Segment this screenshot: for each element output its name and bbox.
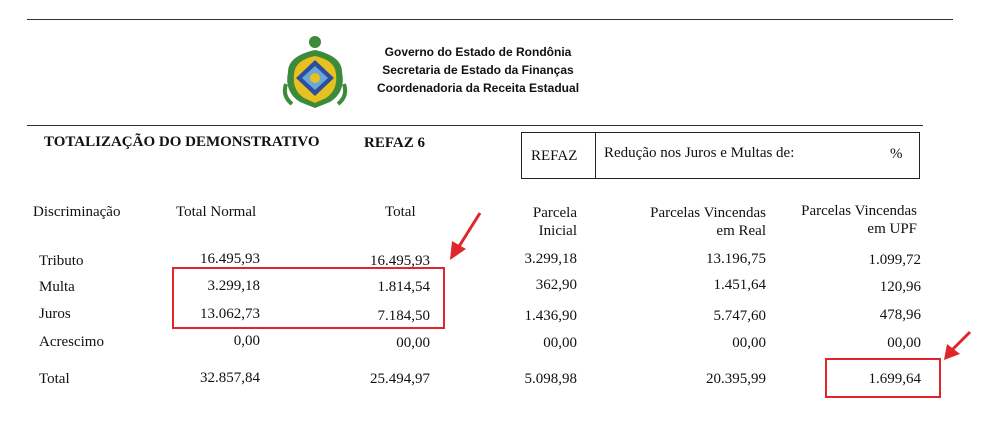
col-header-parcela-inicial-1: Parcela: [532, 205, 577, 221]
row-total-real: 20.395,99: [706, 371, 766, 387]
row-multa-total: 1.814,54: [377, 279, 430, 295]
col-header-vincendas-upf-1: Parcelas Vincendas: [801, 203, 917, 219]
col-header-discriminacao: Discriminação: [33, 204, 121, 220]
row-tributo-real: 13.196,75: [706, 251, 766, 267]
highlight-box-multa-juros: [172, 267, 445, 329]
section-title: TOTALIZAÇÃO DO DEMONSTRATIVO: [44, 134, 320, 150]
row-total-normal: 32.857,84: [200, 370, 260, 386]
row-tributo-upf: 1.099,72: [868, 252, 921, 268]
row-multa-normal: 3.299,18: [207, 278, 260, 294]
row-multa-upf: 120,96: [879, 279, 921, 295]
highlight-box-total-upf: [825, 358, 941, 398]
row-acrescimo-real: 00,00: [732, 335, 766, 351]
row-total-upf: 1.699,64: [868, 371, 921, 387]
row-tributo-normal: 16.495,93: [200, 251, 260, 267]
header-line-3: Coordenadoria da Receita Estadual: [376, 81, 580, 95]
col-header-parcela-inicial-2: Inicial: [538, 223, 577, 239]
row-multa-real: 1.451,64: [713, 277, 766, 293]
row-acrescimo-inicial: 00,00: [543, 335, 577, 351]
row-juros-label: Juros: [39, 306, 71, 322]
col-header-vincendas-real-2: em Real: [716, 223, 766, 239]
row-tributo-total: 16.495,93: [370, 253, 430, 269]
row-acrescimo-upf: 00,00: [887, 335, 921, 351]
row-total-label: Total: [39, 371, 70, 387]
row-total-inicial: 5.098,98: [524, 371, 577, 387]
row-juros-real: 5.747,60: [713, 308, 766, 324]
row-acrescimo-total: 00,00: [396, 335, 430, 351]
col-header-vincendas-real-1: Parcelas Vincendas: [650, 205, 766, 221]
row-juros-normal: 13.062,73: [200, 306, 260, 322]
refaz-label: REFAZ: [531, 148, 578, 164]
refaz-percent: %: [890, 146, 903, 162]
section-rule: [27, 125, 923, 126]
col-header-total: Total: [385, 204, 416, 220]
row-acrescimo-normal: 0,00: [233, 333, 260, 349]
row-juros-total: 7.184,50: [377, 308, 430, 324]
row-multa-inicial: 362,90: [535, 277, 577, 293]
state-crest-icon: [280, 32, 350, 110]
refaz-reduction-text: Redução nos Juros e Multas de:: [604, 145, 795, 161]
highlight-arrow-icon: [940, 328, 976, 364]
row-total-total: 25.494,97: [370, 371, 430, 387]
program-name: REFAZ 6: [364, 135, 425, 151]
header-line-2: Secretaria de Estado da Finanças: [382, 63, 574, 77]
top-rule: [27, 19, 953, 20]
row-acrescimo-label: Acrescimo: [39, 334, 104, 350]
highlight-arrow-icon: [446, 208, 486, 263]
col-header-total-normal: Total Normal: [176, 204, 257, 220]
row-juros-inicial: 1.436,90: [524, 308, 577, 324]
row-tributo-inicial: 3.299,18: [524, 251, 577, 267]
header-line-1: Governo do Estado de Rondônia: [384, 45, 572, 59]
col-header-vincendas-upf-2: em UPF: [867, 221, 917, 237]
row-tributo-label: Tributo: [39, 253, 84, 269]
row-multa-label: Multa: [39, 279, 75, 295]
row-juros-upf: 478,96: [879, 307, 921, 323]
